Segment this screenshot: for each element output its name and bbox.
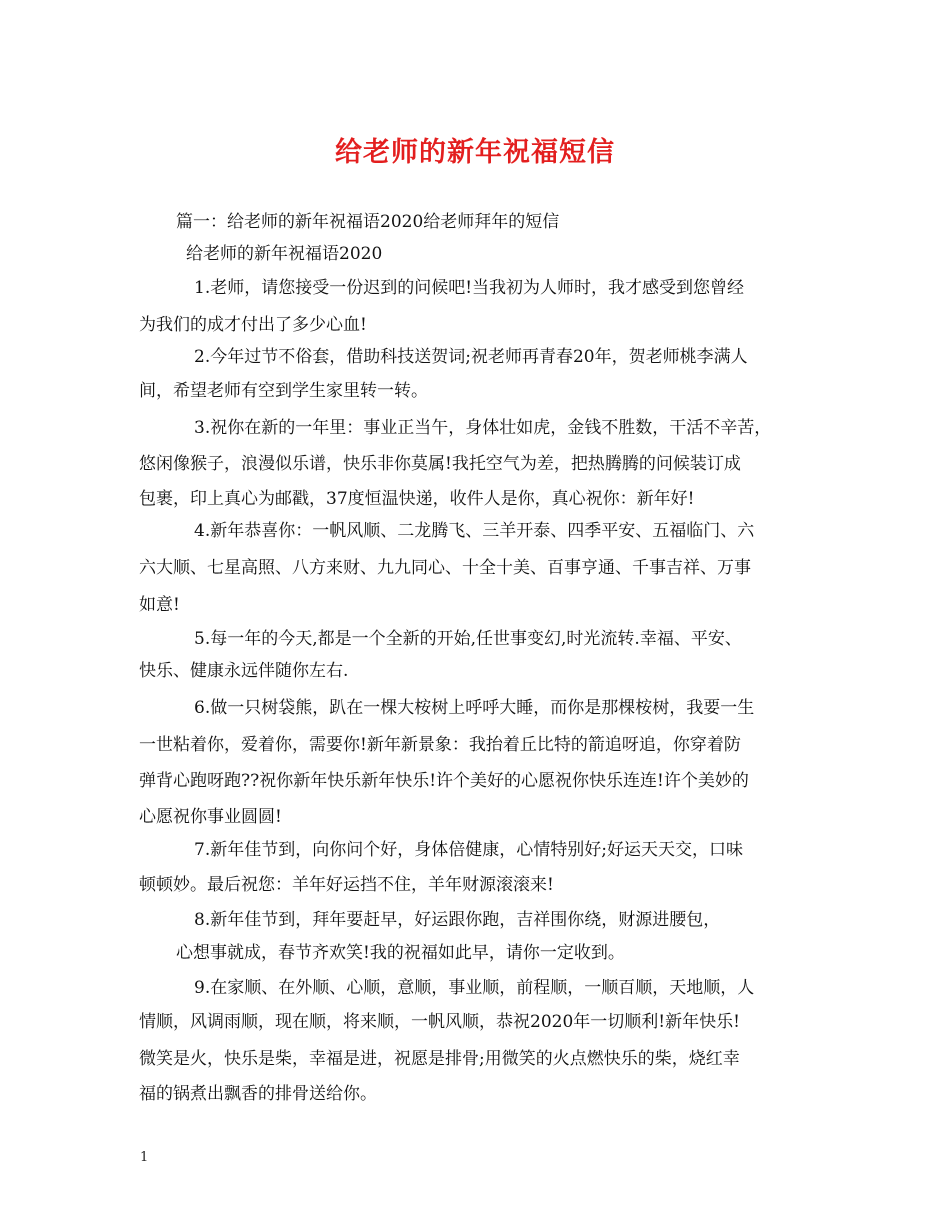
paragraph-line: 如意! bbox=[139, 595, 180, 615]
paragraph-line: 为我们的成才付出了多少心血! bbox=[139, 315, 367, 335]
paragraph-line: 顿顿妙。最后祝您：羊年好运挡不住，羊年财源滚滚来! bbox=[139, 875, 554, 895]
paragraph-line: 快乐、健康永远伴随你左右. bbox=[139, 661, 349, 681]
paragraph-line: 一世粘着你，爱着你，需要你!新年新景象：我抬着丘比特的箭追呀追，你穿着防 bbox=[139, 735, 741, 755]
paragraph-line: 包裹，印上真心为邮戳，37度恒温快递，收件人是你，真心祝你：新年好! bbox=[139, 489, 695, 509]
paragraph-line: 9.在家顺、在外顺、心顺，意顺，事业顺，前程顺，一顺百顺，天地顺，人 bbox=[194, 978, 755, 998]
paragraph-line: 悠闲像猴子，浪漫似乐谱，快乐非你莫属!我托空气为差，把热腾腾的问候装订成 bbox=[139, 454, 741, 474]
paragraph-line: 心愿祝你事业圆圆! bbox=[139, 807, 282, 827]
paragraph-line: 心想事就成，春节齐欢笑!我的祝福如此早，请你一定收到。 bbox=[176, 943, 625, 963]
paragraph-line: 7.新年佳节到，向你问个好，身体倍健康，心情特别好;好运天天交，口味 bbox=[194, 840, 743, 860]
paragraph-line: 2.今年过节不俗套，借助科技送贺词;祝老师再青春20年，贺老师桃李满人 bbox=[194, 347, 748, 367]
paragraph-line: 4.新年恭喜你：一帆风顺、二龙腾飞、三羊开泰、四季平安、五福临门、六 bbox=[194, 521, 755, 541]
paragraph-line: 福的锅煮出飘香的排骨送给你。 bbox=[139, 1084, 377, 1104]
paragraph-line: 间，希望老师有空到学生家里转一转。 bbox=[139, 381, 428, 401]
paragraph-line: 六大顺、七星高照、八方来财、九九同心、十全十美、百事亨通、千事吉祥、万事 bbox=[139, 558, 751, 578]
paragraph-line: 篇一：给老师的新年祝福语2020给老师拜年的短信 bbox=[176, 212, 560, 232]
paragraph-line: 3.祝你在新的一年里：事业正当午，身体壮如虎，金钱不胜数，干活不辛苦， bbox=[194, 418, 772, 438]
document-title: 给老师的新年祝福短信 bbox=[335, 137, 615, 168]
page-number: 1 bbox=[140, 1150, 149, 1165]
paragraph-line: 6.做一只树袋熊，趴在一棵大桉树上呼呼大睡，而你是那棵桉树，我要一生 bbox=[194, 698, 755, 718]
paragraph-line: 1.老师，请您接受一份迟到的问候吧!当我初为人师时，我才感受到您曾经 bbox=[194, 278, 745, 298]
paragraph-line: 给老师的新年祝福语2020 bbox=[186, 244, 383, 264]
paragraph-line: 5.每一年的今天,都是一个全新的开始,任世事变幻,时光流转.幸福、平安、 bbox=[194, 629, 742, 649]
paragraph-line: 微笑是火，快乐是柴，幸福是进，祝愿是排骨;用微笑的火点燃快乐的柴，烧红幸 bbox=[139, 1049, 740, 1069]
paragraph-line: 弹背心跑呀跑??祝你新年快乐新年快乐!许个美好的心愿祝你快乐连连!许个美妙的 bbox=[139, 771, 749, 791]
paragraph-line: 情顺，风调雨顺，现在顺，将来顺，一帆风顺，恭祝2020年一切顺利!新年快乐! bbox=[139, 1012, 740, 1032]
paragraph-line: 8.新年佳节到，拜年要赶早，好运跟你跑，吉祥围你绕，财源进腰包， bbox=[194, 910, 721, 930]
